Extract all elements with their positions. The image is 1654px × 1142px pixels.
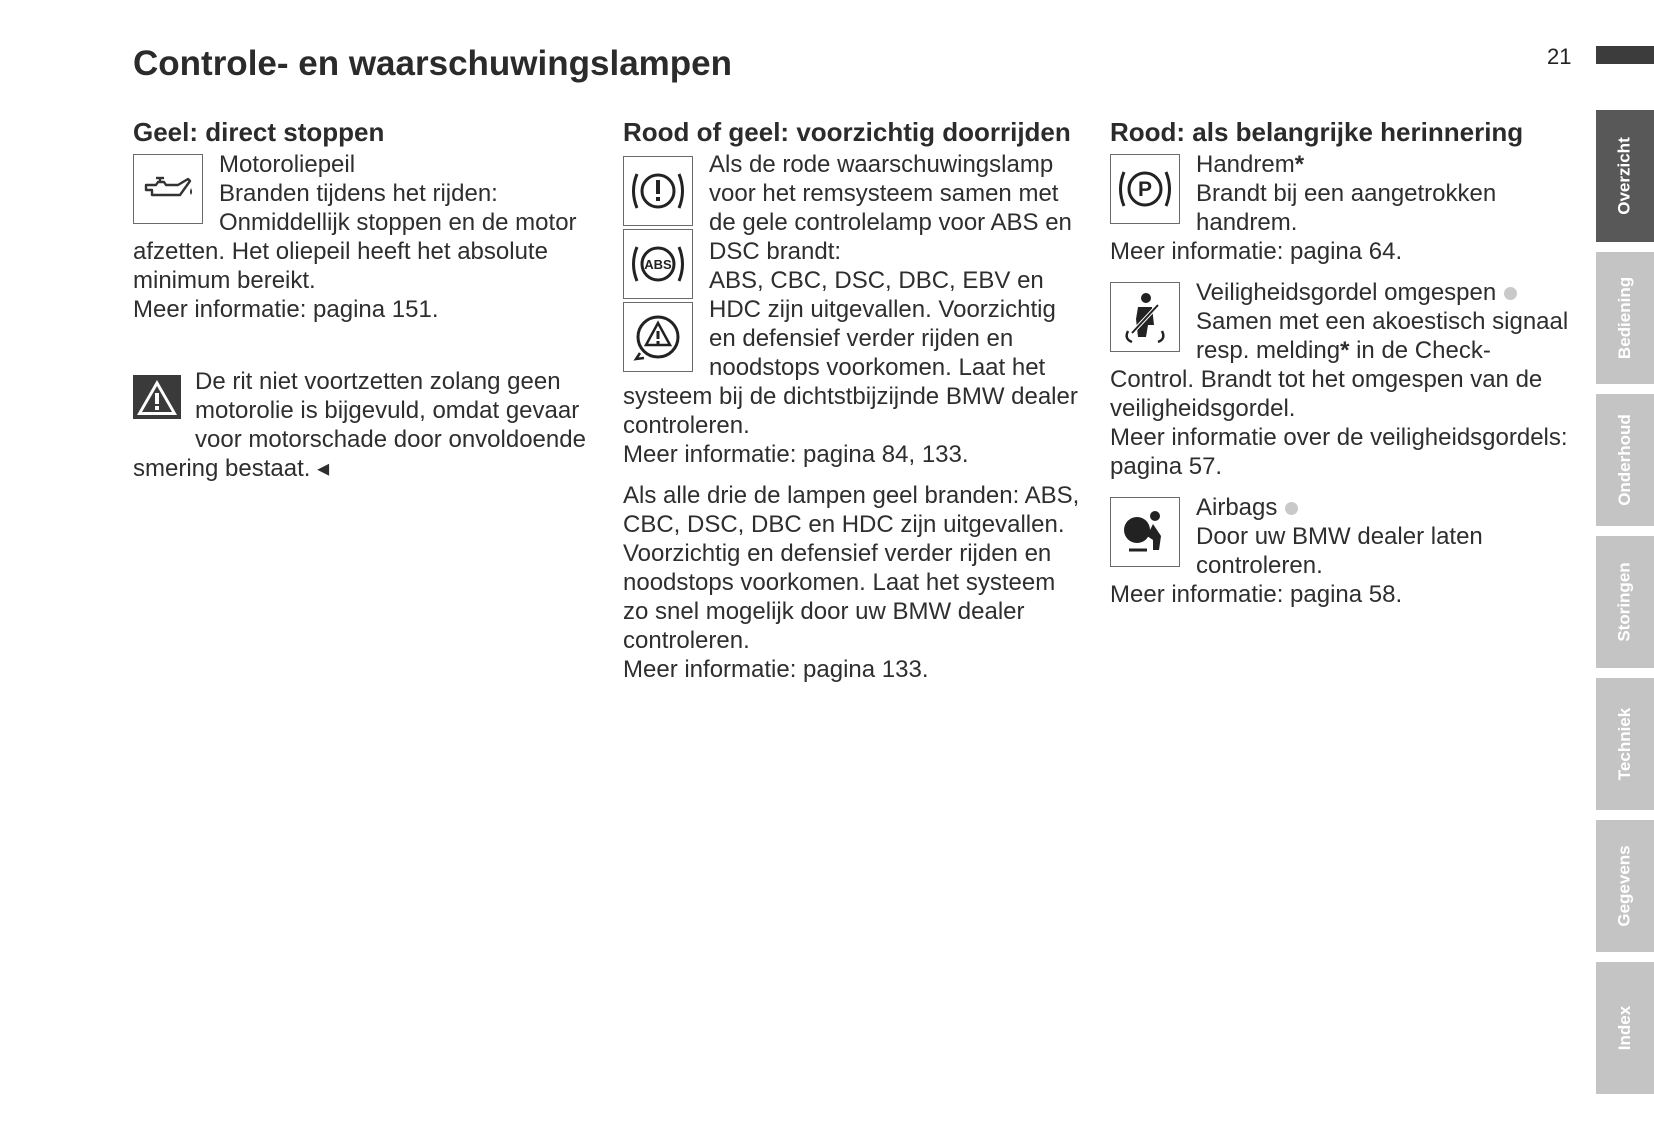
brake-abs-condition: Als de rode waarschuwingslamp voor het remsysteem samen met de gele controlelamp voor ABS en DSC brandt: (709, 151, 1072, 265)
tab-overzicht[interactable] (1596, 110, 1654, 242)
warning-triangle-icon (133, 375, 181, 426)
seatbelt-icon (1110, 282, 1180, 352)
page-title: Controle- en waarschuwingslampen (133, 44, 732, 83)
column-yellow-stop (133, 118, 597, 483)
marker-dot (1285, 502, 1298, 515)
tab-label: Techniek (1615, 707, 1634, 781)
option-star: * (1340, 337, 1350, 364)
oil-title: Motoroliepeil (219, 151, 356, 178)
airbags-title-text: Airbags (1196, 494, 1278, 521)
svg-text:P: P (1137, 178, 1153, 201)
seatbelt-text-b: in de Check-Control. Brandt tot het omgespen van de veiligheidsgordel. (1110, 337, 1543, 422)
tab-index[interactable] (1596, 962, 1654, 1094)
warning-body: De rit niet voortzetten zolang geen motorolie is bijgevuld, omdat gevaar voor motorschade door onvoldoende smering bestaat. (133, 368, 586, 482)
tab-label: Bediening (1615, 276, 1635, 360)
oil-can-icon (133, 154, 203, 224)
more-info: Meer informatie over de veiligheidsgordels: pagina 57. (1110, 424, 1568, 480)
svg-text:ABS: ABS (644, 257, 672, 272)
page-number-bar (1596, 46, 1654, 64)
section-heading: Geel: direct stoppen (133, 117, 385, 147)
end-mark: ◂ (317, 455, 330, 482)
tab-label: Overzicht (1615, 137, 1635, 215)
icon-stack (623, 156, 693, 375)
more-info: Meer informatie: pagina 84, 133. (623, 441, 969, 468)
tab-gegevens[interactable] (1596, 820, 1654, 952)
section-heading: Rood of geel: voorzichtig doorrijden (623, 117, 1071, 147)
brake-warning-icon (623, 156, 693, 226)
seatbelt-text-a: Samen met een akoestisch signaal resp. melding (1196, 308, 1569, 364)
option-star: * (1294, 151, 1305, 178)
page-number: 21 (1547, 44, 1572, 69)
brake-abs-text: ABS, CBC, DSC, DBC, EBV en HDC zijn uitgevallen. Voorzichtig en defensief verder rijden en noodstops voorkomen. Laat het systeem bij de dichtstbijzijnde BMW dealer controleren. (623, 267, 1078, 439)
tab-techniek[interactable] (1596, 678, 1654, 810)
more-info: Meer informatie: pagina 58. (1110, 581, 1403, 608)
tab-label: Onderhoud (1615, 414, 1635, 506)
tab-onderhoud[interactable] (1596, 394, 1654, 526)
column-careful-driving (623, 118, 1087, 684)
airbag-icon (1110, 497, 1180, 567)
handbrake-text: Brandt bij een aangetrokken handrem. (1196, 180, 1497, 236)
marker-dot (1504, 287, 1517, 300)
airbags-text: Door uw BMW dealer laten controleren. (1196, 523, 1483, 579)
oil-text: Onmiddellijk stoppen en de motor afzetten. Het oliepeil heeft het absolute minimum bereikt. (133, 209, 577, 294)
dsc-icon (623, 302, 693, 372)
tab-label: Index (1615, 1005, 1634, 1051)
parking-brake-icon (1110, 154, 1180, 224)
tab-storingen[interactable] (1596, 536, 1654, 668)
warning-text (133, 367, 597, 483)
oil-subtitle: Branden tijdens het rijden: (219, 180, 498, 207)
more-info: Meer informatie: pagina 64. (1110, 238, 1403, 265)
tab-label: Gegevens (1615, 845, 1635, 927)
handbrake-title-text: Handrem (1196, 151, 1295, 178)
section-heading: Rood: als belangrijke herinnering (1110, 117, 1524, 147)
more-info: Meer informatie: pagina 133. (623, 656, 929, 683)
all-yellow-text: Als alle drie de lampen geel branden: ABS, CBC, DSC, DBC en HDC zijn uitgevallen. Voorzichtig en defensief verder rijden en noodstops voorkomen. Laat het systeem zo snel mogelijk door uw BMW dealer controleren. (623, 482, 1080, 654)
column-red-reminder (1110, 118, 1574, 609)
seatbelt-title-text: Veiligheidsgordel omgespen (1196, 279, 1497, 306)
more-info: Meer informatie: pagina 151. (133, 296, 439, 323)
abs-icon (623, 229, 693, 299)
tab-label: Storingen (1615, 562, 1634, 642)
tab-bediening[interactable] (1596, 252, 1654, 384)
